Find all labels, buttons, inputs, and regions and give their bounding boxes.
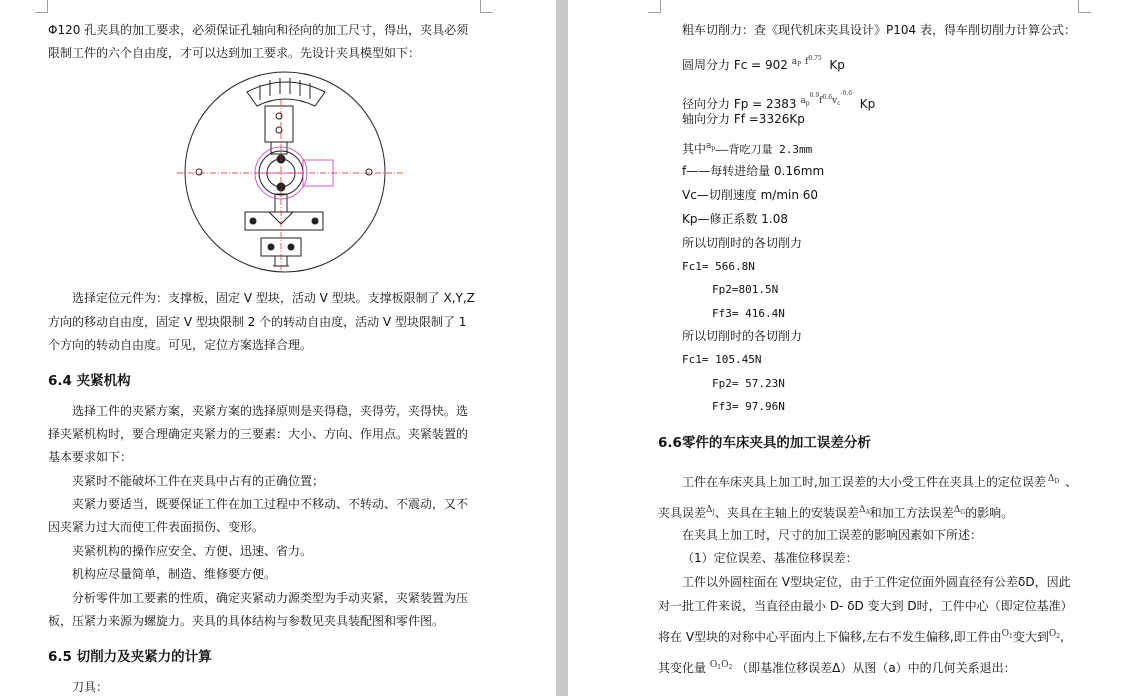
ap-definition: 其中$^{a_p}$——背吃刀量 2.3mm (682, 141, 813, 156)
cutting-force-intro: 粗车切削力：查《现代机床夹具设计》P104 表，得车削切削力计算公式： (682, 23, 1076, 37)
formula-fc: 圆周分力 Fc = 902 $^{a_P}$ $^{f^{0.75}}$ Kp (682, 55, 845, 72)
intro-line-2: 限制工件的六个自由度，才可以达到加工要求。先设计夹具模型如下： (48, 46, 421, 60)
intro-line-1: Φ120 孔夹具的加工要求，必须保证孔轴向和径向的加工尺寸，得出，夹具必须 (48, 23, 469, 37)
para2-line-3: 基本要求如下： (48, 450, 133, 464)
result-fp2-b: Fp2= 57.23N (712, 377, 785, 390)
result-intro-2: 所以切削时的各切削力 (682, 329, 803, 343)
result-ff3-b: Ff3= 97.96N (712, 400, 785, 413)
error-para-line-2: 夹具误差$^{\Delta_J}$、夹具在主轴上的安装误差$^{\Delta_A}$和加工方法误差$^{\Delta_G}$的影响。 (658, 505, 1014, 520)
result-fc1-a: Fc1= 566.8N (682, 260, 755, 273)
tool-label: 刀具： (72, 680, 109, 694)
para2-line-2: 择夹紧机构时，要合理确定夹紧力的三要素：大小、方向、作用点。夹紧装置的 (48, 427, 469, 441)
top-arc-block (247, 82, 325, 106)
document-page-left (0, 0, 556, 696)
page-corner-mark (480, 0, 493, 13)
para2-line-1: 选择工件的夹紧方案，夹紧方案的选择原则是夹得稳，夹得劳，夹得快。选 (72, 404, 469, 418)
error-para-4-line-1: 工件以外圆柱面在 V型块定位，由于工件定位面外圆直径有公差δD，因此 (682, 575, 1071, 589)
formula-ff: 轴向分力 Ff =3326Kp (682, 112, 805, 126)
document-page-right (568, 0, 1121, 696)
error-para-line-1: 工件在车床夹具上加工时,加工误差的大小受工件在夹具上的定位误差 $^{\Delta_D}$ 、 (682, 474, 1078, 489)
para1-line-1: 选择定位元件为：支撑板，固定 V 型块，活动 V 型块。支撑板限制了 X,Y,Z (72, 291, 475, 305)
vc-definition: Vc—切削速度 m/min 60 (682, 188, 819, 202)
fixture-body-outline (185, 72, 385, 272)
f-definition: f——每转进给量 0.16mm (682, 164, 825, 178)
result-ff3-a: Ff3= 416.4N (712, 307, 785, 320)
error-para-4-line-2: 对一批工件来说，当直径由最小 D- δD 变大到 D时，工件中心（即定位基准） (658, 599, 1073, 613)
page-corner-mark (648, 0, 661, 13)
page-corner-mark (35, 0, 48, 13)
error-para-4-line-3: 将在 V型块的对称中心平面内上下偏移,左右不发生偏移,即工件由$^{O_1}$变大到$^{O_2}$, (658, 629, 1064, 644)
kp-definition: Kp—修正系数 1.08 (682, 212, 789, 226)
para3-line-2: 板，压紧力来源为螺旋力。夹具的具体结构与参数见夹具装配图和零件图。 (48, 614, 445, 628)
locating-hole-left (196, 169, 202, 175)
support-plate (265, 106, 293, 142)
page-gutter (556, 0, 568, 696)
requirement-2-line-2: 因夹紧力过大而使工件表面损伤、变形。 (48, 520, 265, 534)
fixture-diagram (175, 70, 415, 280)
page-corner-mark (1078, 0, 1091, 13)
requirement-4: 机构应尽量简单，制造、维修要方便。 (72, 567, 277, 581)
para1-line-3: 个方向的转动自由度。可见，定位方案选择合理。 (48, 338, 313, 352)
error-item-1: （1）定位误差、基准位移误差： (682, 551, 858, 565)
error-para-4-line-4: 其变化量 $^{O_1O_2}$ （即基准位移误差Δ）从图（a）中的几何关系退出： (658, 660, 1016, 675)
result-fc1-b: Fc1= 105.45N (682, 353, 762, 366)
para3-line-1: 分析零件加工要素的性质，确定夹紧动力源类型为手动夹紧，夹紧装置为压 (72, 591, 469, 605)
error-para-2: 在夹具上加工时，尺寸的加工误差的影响因素如下所述： (682, 528, 983, 542)
locating-hole-right (366, 169, 372, 175)
heading-6-4: 6.4 夹紧机构 (48, 373, 131, 389)
heading-6-5: 6.5 切削力及夹紧力的计算 (48, 649, 212, 665)
requirement-1: 夹紧时不能破坏工件在夹具中占有的正确位置； (72, 474, 325, 488)
requirement-3: 夹紧机构的操作应安全、方便、迅速、省力。 (72, 544, 313, 558)
result-intro-1: 所以切削时的各切削力 (682, 236, 803, 250)
heading-6-6: 6.6零件的车床夹具的加工误差分析 (658, 435, 871, 451)
requirement-2-line-1: 夹紧力要适当，既要保证工件在加工过程中不移动、不转动、不震动，又不 (72, 497, 469, 511)
result-fp2-a: Fp2=801.5N (712, 283, 779, 296)
formula-fp: 径向分力 Fp = 2383 $^{a_p^{0.9}f^{0.6}v_c^{-0.6}}$ Kp (682, 90, 876, 111)
para1-line-2: 方向的移动自由度，固定 V 型块限制 2 个的转动自由度，活动 V 型块限制了 1 (48, 315, 467, 329)
